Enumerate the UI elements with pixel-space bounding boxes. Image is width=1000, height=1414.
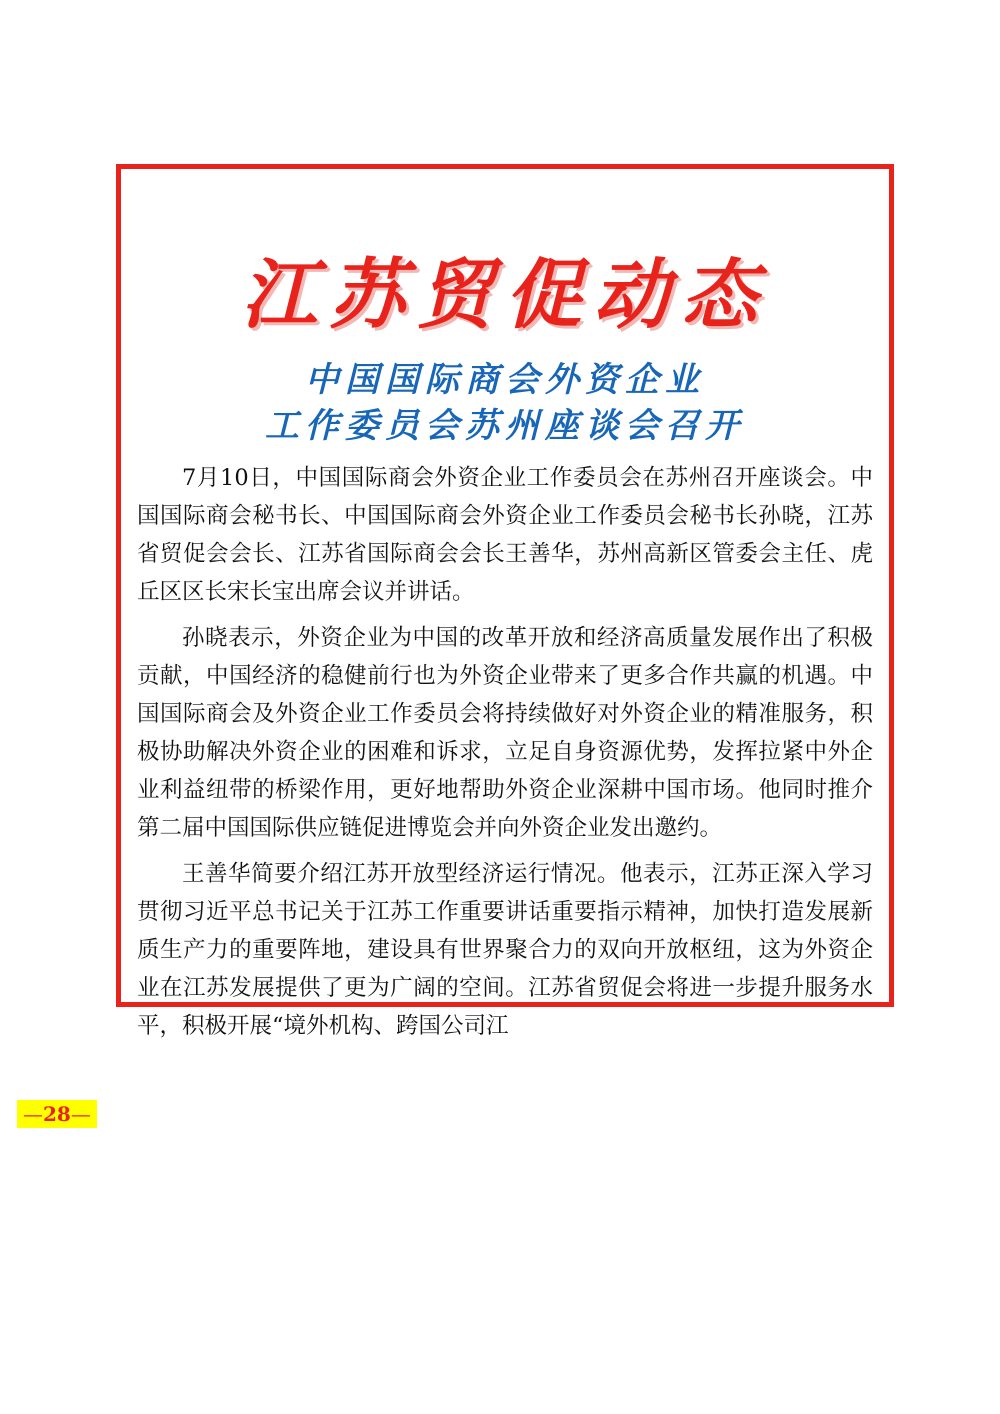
page-number-dash-left: — — [23, 1102, 43, 1126]
page-number: 28 — [43, 1102, 71, 1126]
headline-line-1: 中国国际商会外资企业 — [305, 360, 705, 400]
paragraph-2: 孙晓表示，外资企业为中国的改革开放和经济高质量发展作出了积极贡献，中国经济的稳健前行也为外资企业带来了更多合作共赢的机遇。中国国际商会及外资企业工作委员会将持续做好对外资企业的精准服务，积极协助解决外资企业的困难和诉求，立足自身资源优势，发挥拉紧中外企业利益纽带的桥梁作用，更好地帮助外资企业深耕中国市场。他同时推介第二届中国国际供应链促进博览会并向外资企业发出邀约。 — [137, 625, 873, 841]
masthead-title: 江苏贸促动态 — [241, 250, 769, 339]
page-number-badge — [17, 1100, 97, 1128]
page-number-dash-right: — — [70, 1102, 91, 1126]
article-body — [137, 459, 873, 1053]
paragraph-1: 7月10日，中国国际商会外资企业工作委员会在苏州召开座谈会。中国国际商会秘书长、中国国际商会外资企业工作委员会秘书长孙晓，江苏省贸促会会长、江苏省国际商会会长王善华，苏州高新区管委会主任、虎丘区区长宋长宝出席会议并讲话。 — [137, 465, 873, 605]
article-headline — [121, 357, 889, 449]
headline-line-2: 工作委员会苏州座谈会召开 — [265, 406, 745, 446]
paragraph-3: 王善华简要介绍江苏开放型经济运行情况。他表示，江苏正深入学习贯彻习近平总书记关于江苏工作重要讲话重要指示精神，加快打造发展新质生产力的重要阵地，建设具有世界聚合力的双向开放枢纽，这为外资企业在江苏发展提供了更为广阔的空间。江苏省贸促会将进一步提升服务水平，积极开展“境外机构、跨国公司江 — [137, 861, 873, 1039]
page-frame — [116, 164, 894, 1039]
